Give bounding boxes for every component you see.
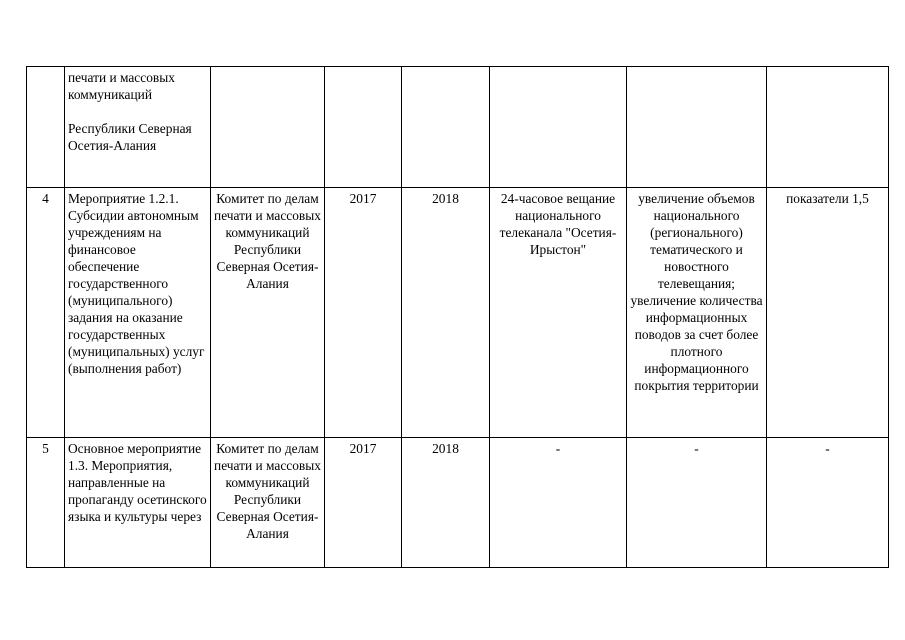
row-number-cell: 4 (27, 188, 65, 438)
table-row (27, 67, 889, 188)
end-year-cell: 2018 (402, 438, 490, 568)
activity-name-text: печати и массовых коммуникаций (68, 70, 175, 102)
program-activities-table (26, 66, 889, 568)
consequence-cell (627, 67, 767, 188)
expected-result-cell: 24-часовое вещание национального телеканала "Осетия-Ирыстон" (490, 188, 627, 438)
expected-result-cell: - (490, 438, 627, 568)
consequence-cell: увеличение объемов национального (регионального) тематического и новостного телевещания; увеличение количества информационных поводов за счет более плотного информационного покрытия территории (627, 188, 767, 438)
indicators-cell (767, 67, 889, 188)
paragraph-gap (68, 103, 207, 120)
activity-name-cell (65, 67, 211, 188)
executor-cell: Комитет по делам печати и массовых коммуникаций Республики Северная Осетия-Алания (211, 438, 325, 568)
indicators-cell: показатели 1,5 (767, 188, 889, 438)
executor-cell: Комитет по делам печати и массовых коммуникаций Республики Северная Осетия-Алания (211, 188, 325, 438)
row-number-cell: 5 (27, 438, 65, 568)
activity-name-cell: Мероприятие 1.2.1. Субсидии автономным учреждениям на финансовое обеспечение государственного (муниципального) задания на оказание государственных (муниципальных) услуг (выполнения работ) (65, 188, 211, 438)
executor-cell (211, 67, 325, 188)
consequence-cell: - (627, 438, 767, 568)
end-year-cell: 2018 (402, 188, 490, 438)
start-year-cell (325, 67, 402, 188)
row-number-cell (27, 67, 65, 188)
indicators-cell: - (767, 438, 889, 568)
start-year-cell: 2017 (325, 188, 402, 438)
activity-name-text: Республики Северная Осетия-Алания (68, 121, 192, 153)
expected-result-cell (490, 67, 627, 188)
table-row (27, 188, 889, 438)
end-year-cell (402, 67, 490, 188)
table-row (27, 438, 889, 568)
start-year-cell: 2017 (325, 438, 402, 568)
activity-name-cell: Основное мероприятие 1.3. Мероприятия, направленные на пропаганду осетинского языка и культуры через (65, 438, 211, 568)
